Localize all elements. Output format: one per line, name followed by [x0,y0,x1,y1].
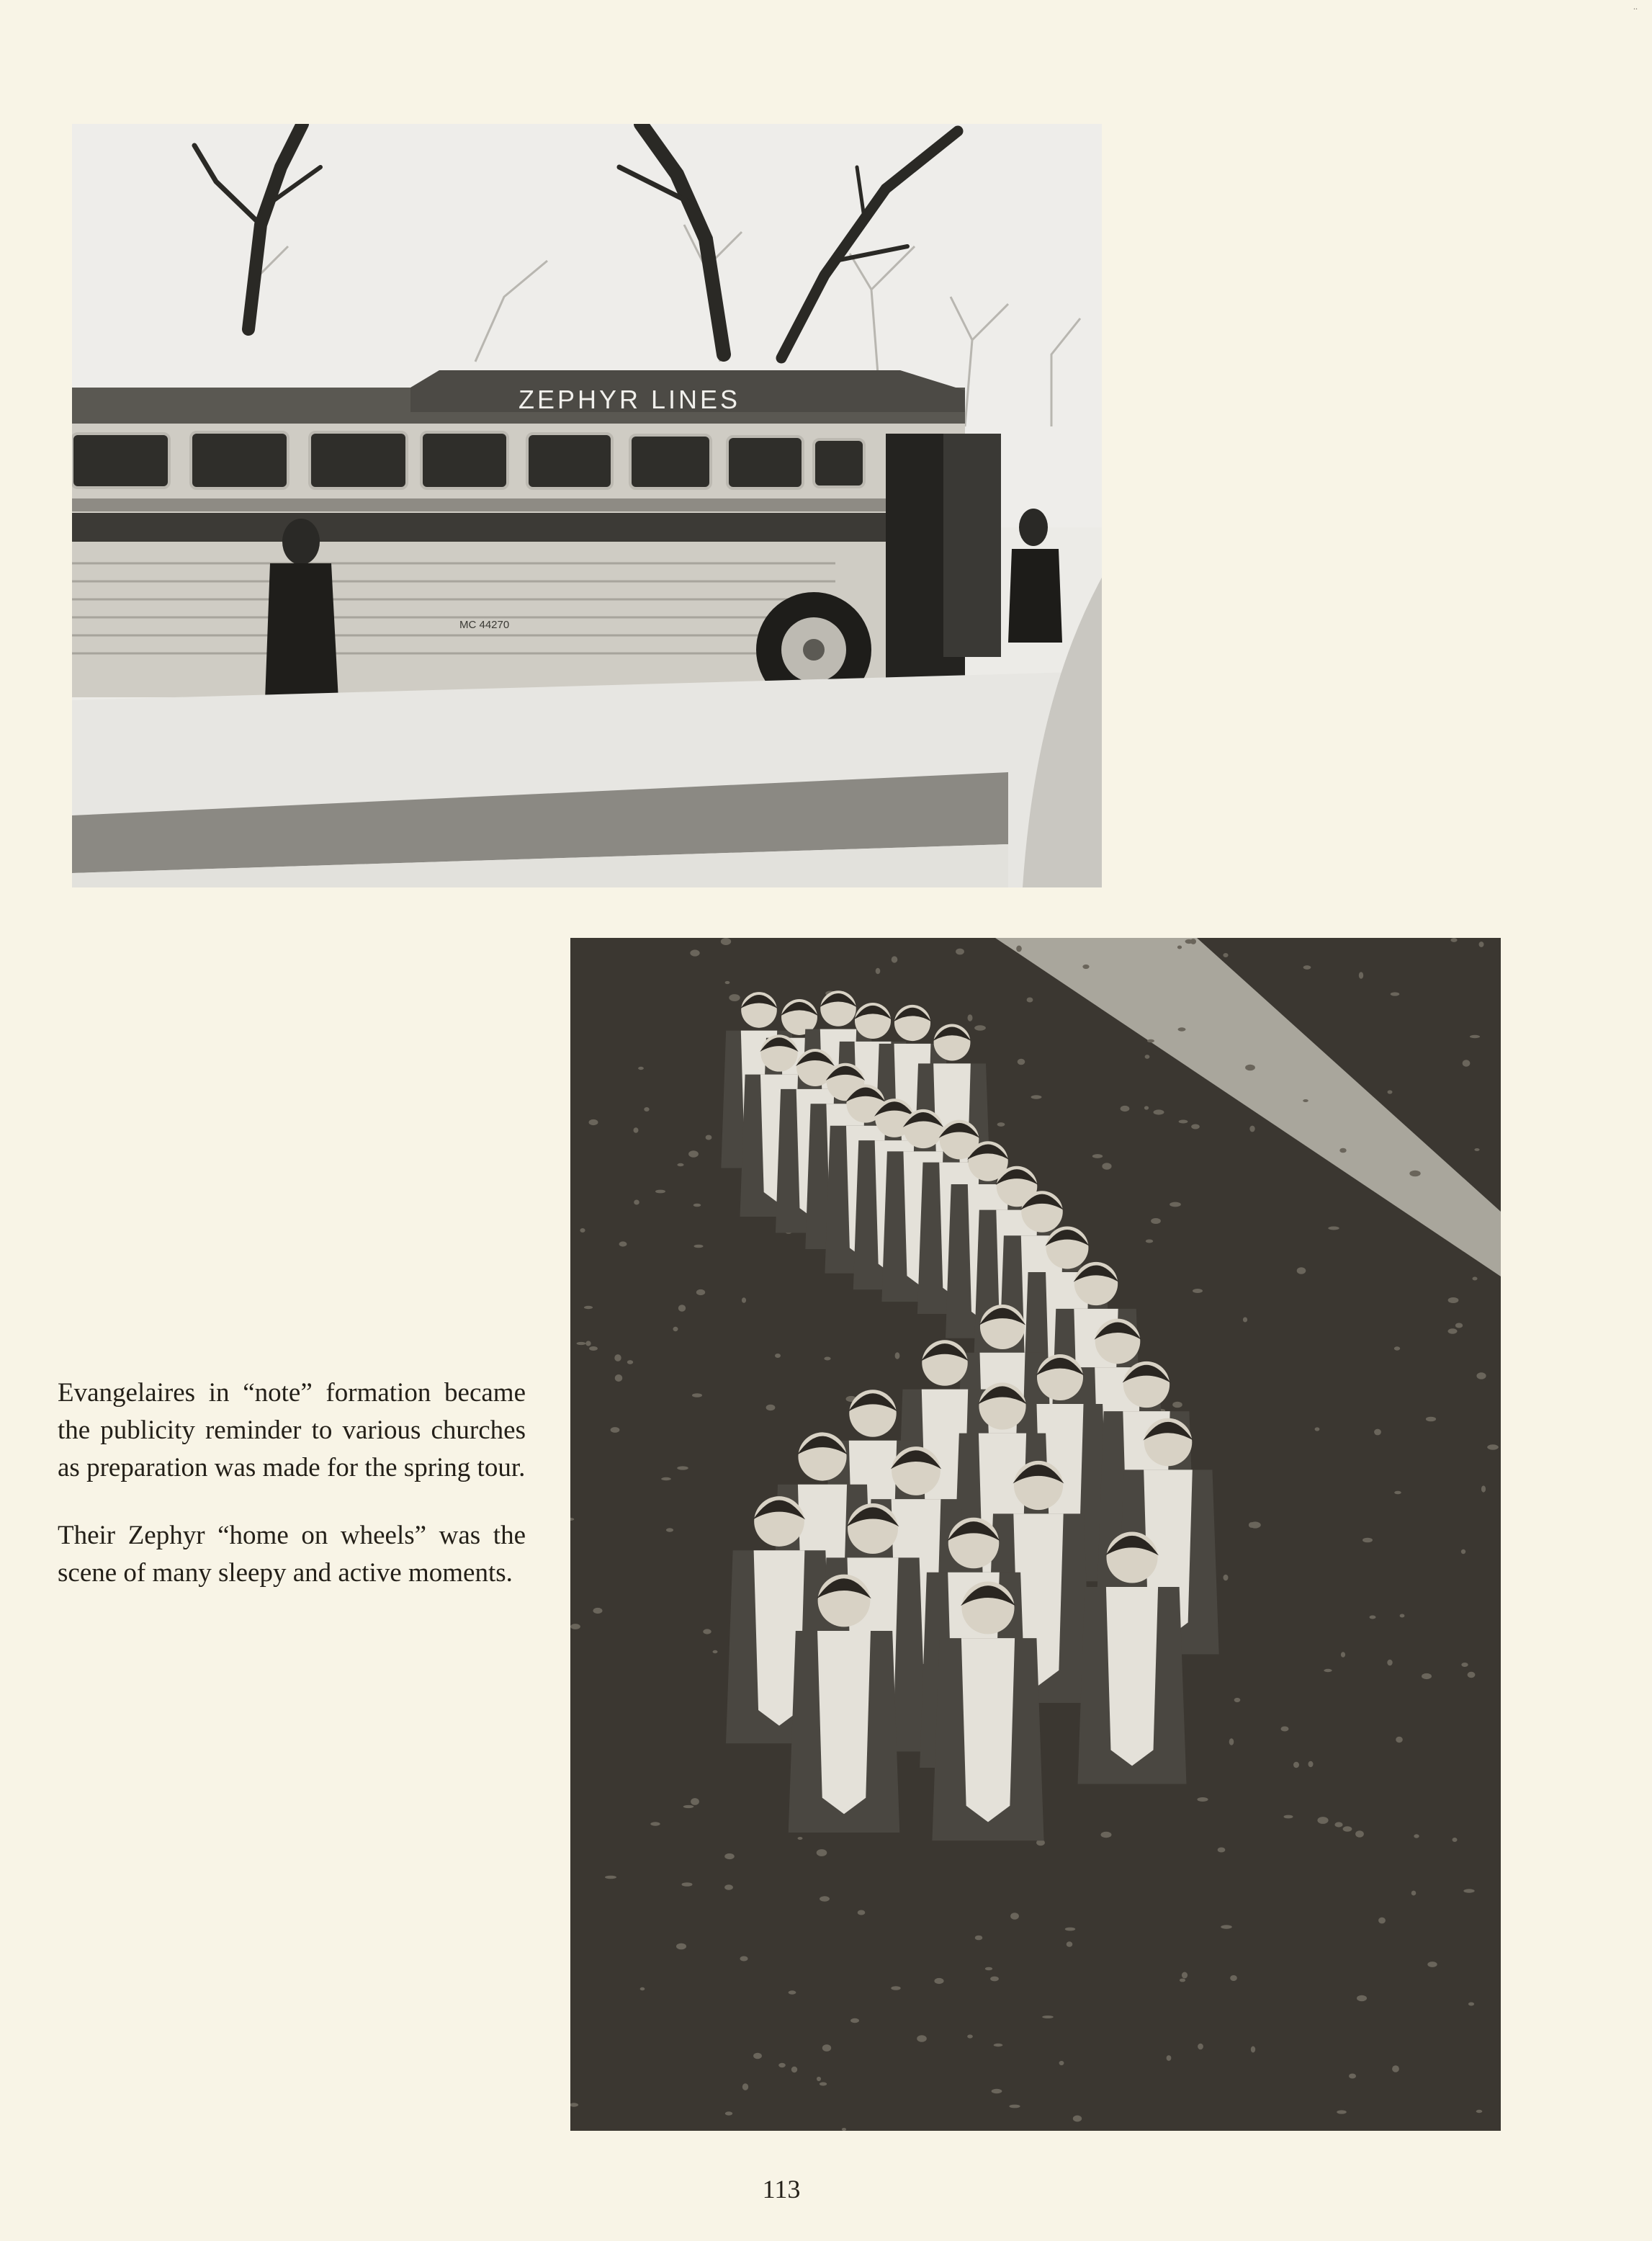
choir-photo [570,938,1501,2131]
bus-photo [72,124,1102,887]
choir-photo-image [570,938,1501,2131]
bus-photo-image [72,124,1102,887]
caption-paragraph-1: Evangelaires in “note” formation became the publicity reminder to various churches as preparation was made for the spring tour. [58,1378,526,1482]
page-number: 113 [762,2175,801,2204]
caption-block [58,1374,526,1622]
caption-paragraph-2: Their Zephyr “home on wheels” was the scene of many sleepy and active moments. [58,1521,526,1588]
corner-mark: .. [1633,1,1638,12]
bus-side-text: MC 44270 [459,619,510,631]
bus-sign-text: ZEPHYR LINES [519,385,741,414]
